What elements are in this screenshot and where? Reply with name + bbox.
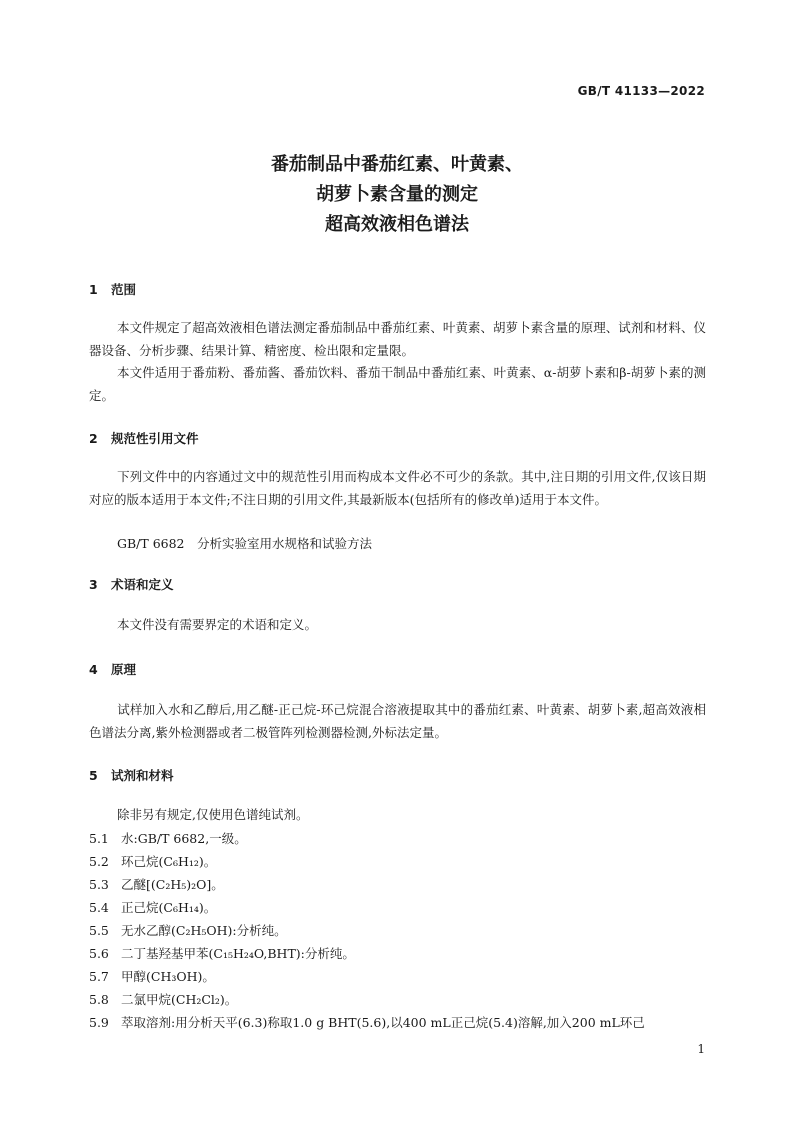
normative-reference: GB/T 6682 分析实验室用水规格和试验方法 [117,536,373,551]
list-item: 5.3 乙醚[(C₂H₅)₂O]。 [89,877,224,892]
list-item: 5.2 环己烷(C₆H₁₂)。 [89,854,217,869]
section-1-heading [89,280,136,298]
standard-number: GB/T 41133—2022 [577,84,705,98]
section-3-paragraph-1: 本文件没有需要界定的术语和定义。 [117,617,318,632]
title-line-1: 番茄制品中番茄红素、叶黄素、 [271,154,523,175]
section-number: 2 [89,431,98,446]
section-2-paragraph-1: 下列文件中的内容通过文中的规范性引用而构成本文件必不可少的条款。其中,注日期的引用文件,仅该日期对应的版本适用于本文件;不注日期的引用文件,其最新版本(包括所有的修改单)适用于本文件。 [89,469,706,507]
section-title: 规范性引用文件 [111,431,199,446]
section-title: 原理 [111,662,137,677]
list-item: 5.8 二氯甲烷(CH₂Cl₂)。 [89,992,238,1007]
page-number: 1 [697,1042,705,1056]
section-title: 范围 [111,282,137,297]
list-item: 5.7 甲醇(CH₃OH)。 [89,969,215,984]
list-item: 5.5 无水乙醇(C₂H₅OH):分析纯。 [89,923,287,938]
document-title [0,150,794,240]
section-title: 试剂和材料 [111,768,174,783]
list-item: 5.6 二丁基羟基甲苯(C₁₅H₂₄O,BHT):分析纯。 [89,946,355,961]
section-2-heading [89,429,199,447]
section-1-paragraph-1: 本文件规定了超高效液相色谱法测定番茄制品中番茄红素、叶黄素、胡萝卜素含量的原理、试剂和材料、仪器设备、分析步骤、结果计算、精密度、检出限和定量限。 [89,320,706,358]
section-number: 4 [89,662,98,677]
section-number: 3 [89,577,98,592]
title-line-2: 胡萝卜素含量的测定 [316,184,478,205]
section-1-paragraph-2: 本文件适用于番茄粉、番茄酱、番茄饮料、番茄干制品中番茄红素、叶黄素、α-胡萝卜素和β-胡萝卜素的测定。 [89,365,706,403]
section-3-heading [89,575,174,593]
section-4-heading [89,660,136,678]
section-5-intro: 除非另有规定,仅使用色谱纯试剂。 [117,807,309,822]
list-item: 5.1 水:GB/T 6682,一级。 [89,831,247,846]
section-number: 5 [89,768,98,783]
section-4-paragraph-1: 试样加入水和乙醇后,用乙醚-正己烷-环己烷混合溶液提取其中的番茄红素、叶黄素、胡萝卜素,超高效液相色谱法分离,紫外检测器或者二极管阵列检测器检测,外标法定量。 [89,702,706,740]
section-number: 1 [89,282,98,297]
section-title: 术语和定义 [111,577,174,592]
list-item: 5.9 萃取溶剂:用分析天平(6.3)称取1.0 g BHT(5.6),以400 mL正己烷(5.4)溶解,加入200 mL环己 [89,1015,645,1030]
section-5-heading [89,766,174,784]
title-line-3: 超高效液相色谱法 [325,214,469,235]
list-item: 5.4 正己烷(C₆H₁₄)。 [89,900,217,915]
